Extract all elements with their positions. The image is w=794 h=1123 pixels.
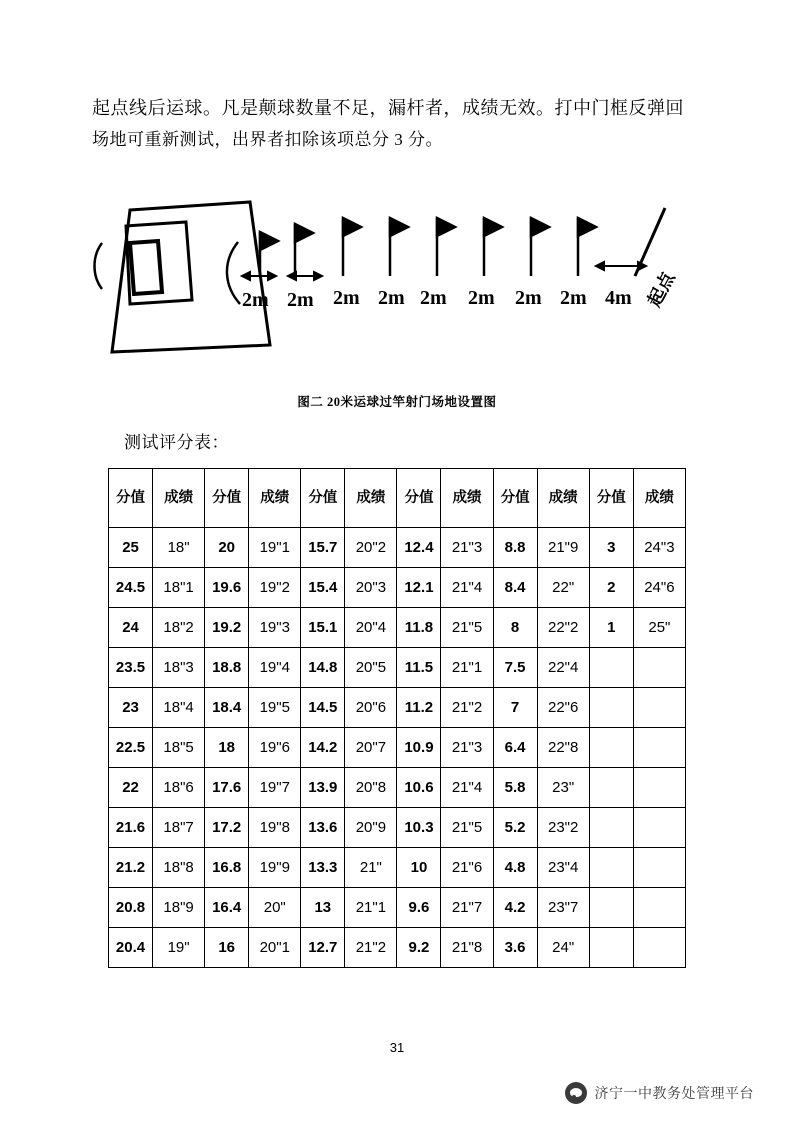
cell-time: 21"1 xyxy=(345,888,397,928)
cell-score: 2 xyxy=(589,568,633,608)
cell-score: 19.6 xyxy=(205,568,249,608)
column-header: 成绩 xyxy=(249,469,301,528)
cell-score: 15.7 xyxy=(301,528,345,568)
cell-score: 4.2 xyxy=(493,888,537,928)
cell-time xyxy=(633,688,685,728)
dim-label-2m-2: 2m xyxy=(287,289,314,311)
cell-time: 18"5 xyxy=(153,728,205,768)
cell-time: 25" xyxy=(633,608,685,648)
cell-time: 19"4 xyxy=(249,648,301,688)
cell-score: 23.5 xyxy=(109,648,153,688)
cell-time: 22"4 xyxy=(537,648,589,688)
cell-score xyxy=(589,728,633,768)
cell-score: 16.8 xyxy=(205,848,249,888)
dim-label-2m-4: 2m xyxy=(378,287,405,309)
cell-score: 3 xyxy=(589,528,633,568)
column-header: 分值 xyxy=(493,469,537,528)
cell-score: 18.4 xyxy=(205,688,249,728)
cell-score: 13.6 xyxy=(301,808,345,848)
cell-score: 20.8 xyxy=(109,888,153,928)
cell-time xyxy=(633,808,685,848)
cell-score: 13.3 xyxy=(301,848,345,888)
cell-score: 18 xyxy=(205,728,249,768)
cell-score: 15.4 xyxy=(301,568,345,608)
table-header-row xyxy=(109,469,686,528)
cell-score: 14.8 xyxy=(301,648,345,688)
cell-time: 21"4 xyxy=(441,568,493,608)
cell-time: 23"2 xyxy=(537,808,589,848)
cell-time: 18"2 xyxy=(153,608,205,648)
cell-time xyxy=(633,648,685,688)
cell-time: 21"9 xyxy=(537,528,589,568)
cell-time: 24"6 xyxy=(633,568,685,608)
cell-score: 11.5 xyxy=(397,648,441,688)
table-row xyxy=(109,888,686,928)
cell-time xyxy=(633,928,685,968)
cell-time xyxy=(633,768,685,808)
cell-time: 21" xyxy=(345,848,397,888)
cell-score xyxy=(589,768,633,808)
cell-time: 22" xyxy=(537,568,589,608)
cell-time: 22"8 xyxy=(537,728,589,768)
cell-time: 23"4 xyxy=(537,848,589,888)
cell-score: 24 xyxy=(109,608,153,648)
cell-time: 19"2 xyxy=(249,568,301,608)
cell-score: 15.1 xyxy=(301,608,345,648)
cell-time: 19"1 xyxy=(249,528,301,568)
table-row xyxy=(109,648,686,688)
start-line-label: 起点 xyxy=(643,268,679,310)
cell-time: 20"5 xyxy=(345,648,397,688)
cell-score: 11.8 xyxy=(397,608,441,648)
table-row xyxy=(109,808,686,848)
wechat-icon xyxy=(565,1082,587,1104)
dim-label-2m-1: 2m xyxy=(242,289,269,311)
cell-score: 21.6 xyxy=(109,808,153,848)
cell-time: 18"6 xyxy=(153,768,205,808)
cell-score: 5.2 xyxy=(493,808,537,848)
cell-time: 21"3 xyxy=(441,728,493,768)
cell-time: 18"8 xyxy=(153,848,205,888)
cell-score: 1 xyxy=(589,608,633,648)
cell-time: 21"1 xyxy=(441,648,493,688)
cell-score xyxy=(589,808,633,848)
cell-time: 20" xyxy=(249,888,301,928)
cell-time: 24" xyxy=(537,928,589,968)
cell-score: 19.2 xyxy=(205,608,249,648)
cell-score: 10 xyxy=(397,848,441,888)
dim-label-2m-8: 2m xyxy=(560,287,587,309)
cell-time: 21"5 xyxy=(441,608,493,648)
cell-time: 18"7 xyxy=(153,808,205,848)
cell-time: 19"3 xyxy=(249,608,301,648)
cell-score xyxy=(589,688,633,728)
cell-score: 5.8 xyxy=(493,768,537,808)
cell-score: 3.6 xyxy=(493,928,537,968)
paragraph-line-1: 起点线后运球。凡是颠球数量不足，漏杆者，成绩无效。打中门框反弹回 xyxy=(92,98,684,118)
cell-time: 19"7 xyxy=(249,768,301,808)
cell-score: 11.2 xyxy=(397,688,441,728)
table-row xyxy=(109,608,686,648)
cell-score: 12.7 xyxy=(301,928,345,968)
cell-time: 20"7 xyxy=(345,728,397,768)
cell-score: 23 xyxy=(109,688,153,728)
cell-time: 19"5 xyxy=(249,688,301,728)
cell-score: 22.5 xyxy=(109,728,153,768)
cell-time: 20"9 xyxy=(345,808,397,848)
column-header: 分值 xyxy=(397,469,441,528)
cell-time: 18" xyxy=(153,528,205,568)
paragraph-line-2: 场地可重新测试，出界者扣除该项总分 3 分。 xyxy=(92,130,443,149)
cell-time: 19"6 xyxy=(249,728,301,768)
table-title: 测试评分表： xyxy=(124,433,229,452)
table-row xyxy=(109,848,686,888)
cell-score: 9.2 xyxy=(397,928,441,968)
cell-score: 14.2 xyxy=(301,728,345,768)
cell-score: 13.9 xyxy=(301,768,345,808)
cell-time: 20"2 xyxy=(345,528,397,568)
table-row xyxy=(109,928,686,968)
cell-score: 20 xyxy=(205,528,249,568)
cell-score: 20.4 xyxy=(109,928,153,968)
cell-score: 10.6 xyxy=(397,768,441,808)
table-row xyxy=(109,768,686,808)
table-row xyxy=(109,568,686,608)
table-row xyxy=(109,688,686,728)
cell-score: 14.5 xyxy=(301,688,345,728)
cell-time: 23"7 xyxy=(537,888,589,928)
cell-score: 17.6 xyxy=(205,768,249,808)
cell-score: 7 xyxy=(493,688,537,728)
cell-time xyxy=(633,728,685,768)
cell-time xyxy=(633,848,685,888)
cell-time: 21"4 xyxy=(441,768,493,808)
cell-score: 22 xyxy=(109,768,153,808)
cell-score: 4.8 xyxy=(493,848,537,888)
cell-time: 21"2 xyxy=(345,928,397,968)
cell-score: 6.4 xyxy=(493,728,537,768)
cell-time: 23" xyxy=(537,768,589,808)
watermark-label: 济宁一中教务处管理平台 xyxy=(594,1087,754,1102)
cell-time: 22"2 xyxy=(537,608,589,648)
cell-time: 20"3 xyxy=(345,568,397,608)
cell-score: 18.8 xyxy=(205,648,249,688)
cell-time: 21"6 xyxy=(441,848,493,888)
cell-score: 8 xyxy=(493,608,537,648)
cell-score: 8.8 xyxy=(493,528,537,568)
cell-time: 21"8 xyxy=(441,928,493,968)
table-row xyxy=(109,528,686,568)
cell-time: 21"5 xyxy=(441,808,493,848)
cell-score: 16.4 xyxy=(205,888,249,928)
cell-time: 21"7 xyxy=(441,888,493,928)
cell-score: 13 xyxy=(301,888,345,928)
cell-time: 20"8 xyxy=(345,768,397,808)
cell-time: 18"3 xyxy=(153,648,205,688)
column-header: 分值 xyxy=(589,469,633,528)
cell-score: 21.2 xyxy=(109,848,153,888)
dim-label-2m-3: 2m xyxy=(333,287,360,309)
cell-time: 20"1 xyxy=(249,928,301,968)
body-paragraph xyxy=(92,92,712,156)
cell-time xyxy=(633,888,685,928)
cell-time: 19"8 xyxy=(249,808,301,848)
cell-time: 21"3 xyxy=(441,528,493,568)
figure-caption: 图二 20米运球过竿射门场地设置图 xyxy=(297,395,497,409)
column-header: 成绩 xyxy=(633,469,685,528)
cell-score: 8.4 xyxy=(493,568,537,608)
cell-time: 24"3 xyxy=(633,528,685,568)
cell-time: 19" xyxy=(153,928,205,968)
cell-score: 17.2 xyxy=(205,808,249,848)
column-header: 分值 xyxy=(109,469,153,528)
cell-time: 18"1 xyxy=(153,568,205,608)
cell-time: 22"6 xyxy=(537,688,589,728)
dim-label-2m-5: 2m xyxy=(420,287,447,309)
score-table xyxy=(108,468,686,968)
cell-score: 10.9 xyxy=(397,728,441,768)
cell-score: 12.1 xyxy=(397,568,441,608)
dim-label-4m: 4m xyxy=(605,287,632,309)
column-header: 分值 xyxy=(301,469,345,528)
cell-time: 21"2 xyxy=(441,688,493,728)
cell-score xyxy=(589,928,633,968)
cell-time: 20"4 xyxy=(345,608,397,648)
column-header: 分值 xyxy=(205,469,249,528)
cell-score: 9.6 xyxy=(397,888,441,928)
cell-score xyxy=(589,648,633,688)
column-header: 成绩 xyxy=(345,469,397,528)
dim-label-2m-6: 2m xyxy=(468,287,495,309)
table-row xyxy=(109,728,686,768)
cell-score: 24.5 xyxy=(109,568,153,608)
cell-score xyxy=(589,888,633,928)
cell-time: 18"4 xyxy=(153,688,205,728)
cell-score xyxy=(589,848,633,888)
cell-score: 10.3 xyxy=(397,808,441,848)
cell-time: 19"9 xyxy=(249,848,301,888)
dim-label-2m-7: 2m xyxy=(515,287,542,309)
cell-score: 25 xyxy=(109,528,153,568)
cell-score: 16 xyxy=(205,928,249,968)
field-diagram xyxy=(90,180,710,380)
cell-score: 7.5 xyxy=(493,648,537,688)
cell-time: 20"6 xyxy=(345,688,397,728)
column-header: 成绩 xyxy=(441,469,493,528)
column-header: 成绩 xyxy=(537,469,589,528)
column-header: 成绩 xyxy=(153,469,205,528)
footer-watermark xyxy=(565,1082,755,1104)
cell-time: 18"9 xyxy=(153,888,205,928)
page-number: 31 xyxy=(389,1040,405,1055)
cell-score: 12.4 xyxy=(397,528,441,568)
